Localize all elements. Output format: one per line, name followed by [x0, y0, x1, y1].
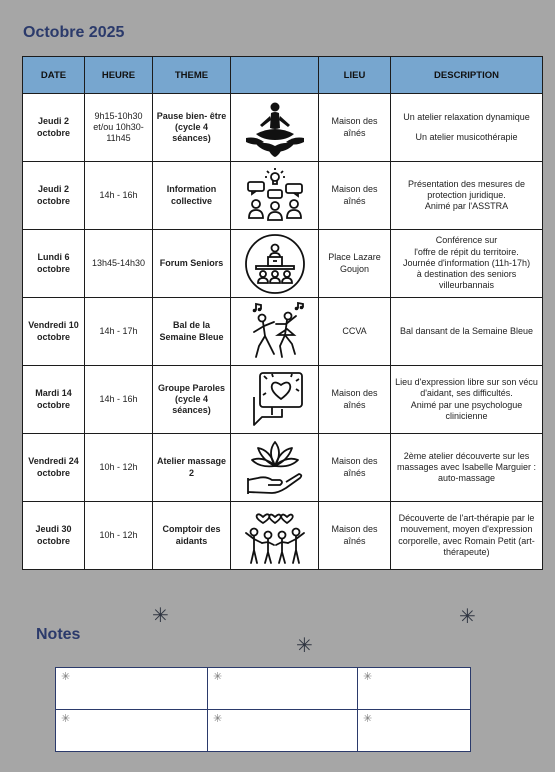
meditation-lotus-icon: [242, 98, 308, 158]
description-line: Un atelier relaxation dynamique: [403, 111, 530, 122]
row-theme: Comptoir des aidants: [153, 502, 231, 570]
table-row: [23, 162, 543, 230]
row-description: [391, 502, 543, 570]
row-theme: Information collective: [153, 162, 231, 230]
description-line: Animé par l'ASSTRA: [424, 201, 509, 212]
table-row: [23, 434, 543, 502]
row-description: [391, 94, 543, 162]
asterisk-icon: ✳: [363, 671, 373, 683]
description-line: Bal dansant de la Semaine Bleue: [399, 325, 534, 336]
description-line: Présentation des mesures de protection juridique.: [407, 178, 526, 200]
table-row: [23, 298, 543, 366]
row-time: 10h - 12h: [85, 502, 153, 570]
row-time: 9h15-10h30 et/ou 10h30-11h45: [85, 94, 153, 162]
description-line: Animé par une psychologue clinicienne: [410, 399, 523, 421]
row-icon-cell: [231, 298, 319, 366]
row-theme: Pause bien- être (cycle 4 séances): [153, 94, 231, 162]
row-place: Maison des aînés: [319, 434, 391, 502]
heart-speech-bubbles-icon: [242, 369, 308, 431]
row-time: 13h45-14h30: [85, 230, 153, 298]
notes-title: Notes: [36, 626, 81, 643]
row-icon-cell: [231, 230, 319, 298]
description-line: Journée d'information (11h-17h): [402, 257, 531, 268]
col-header-icon: [231, 57, 319, 94]
col-header-theme: THEME: [153, 57, 231, 94]
row-icon-cell: [231, 162, 319, 230]
description-line: Conférence sur: [435, 235, 498, 246]
row-time: 14h - 17h: [85, 298, 153, 366]
caring-people-icon: [242, 505, 308, 567]
asterisk-icon: ✳: [363, 713, 373, 725]
row-theme: Forum Seniors: [153, 230, 231, 298]
asterisk-icon: ✳: [213, 671, 223, 683]
description-line: l'offre de répit du territoire.: [414, 246, 519, 257]
row-date: Vendredi 10 octobre: [23, 298, 85, 366]
table-row: [23, 502, 543, 570]
row-date: Jeudi 30 octobre: [23, 502, 85, 570]
events-table: [22, 56, 543, 570]
row-description: [391, 434, 543, 502]
row-theme: Groupe Paroles (cycle 4 séances): [153, 366, 231, 434]
row-date: Jeudi 2 octobre: [23, 94, 85, 162]
row-place: Place Lazare Goujon: [319, 230, 391, 298]
note-cell[interactable]: [208, 710, 358, 752]
row-description: [391, 366, 543, 434]
row-description: [391, 162, 543, 230]
description-spacer: [394, 123, 539, 132]
col-header-date: DATE: [23, 57, 85, 94]
group-discussion-icon: [242, 166, 308, 226]
row-description: [391, 298, 543, 366]
conference-icon: [242, 233, 308, 295]
col-header-description: DESCRIPTION: [391, 57, 543, 94]
row-place: Maison des aînés: [319, 502, 391, 570]
notes-row: [56, 710, 471, 752]
description-line: Découverte de l'art-thérapie par le mouvement, moyen d'expression corporelle, avec Romain Petit (art-thérapeute): [398, 513, 535, 557]
row-icon-cell: [231, 366, 319, 434]
description-line: Lieu d'expression libre sur son vécu d'aidant, ses difficultés.: [395, 377, 538, 399]
asterisk-icon: ✳: [152, 605, 169, 627]
note-cell[interactable]: [358, 710, 471, 752]
asterisk-icon: ✳: [61, 671, 71, 683]
row-date: Vendredi 24 octobre: [23, 434, 85, 502]
table-row: [23, 94, 543, 162]
asterisk-icon: ✳: [459, 606, 476, 628]
row-time: 10h - 12h: [85, 434, 153, 502]
row-place: Maison des aînés: [319, 94, 391, 162]
table-header-row: [23, 57, 543, 94]
row-place: CCVA: [319, 298, 391, 366]
asterisk-icon: ✳: [213, 713, 223, 725]
row-place: Maison des aînés: [319, 162, 391, 230]
note-cell[interactable]: [56, 710, 208, 752]
row-place: Maison des aînés: [319, 366, 391, 434]
note-cell[interactable]: [56, 668, 208, 710]
hand-lotus-icon: [242, 438, 308, 498]
col-header-heure: HEURE: [85, 57, 153, 94]
table-row: [23, 366, 543, 434]
row-date: Lundi 6 octobre: [23, 230, 85, 298]
description-line: 2ème atelier découverte sur les massages avec Isabelle Marguier : auto-massage: [396, 450, 537, 484]
row-icon-cell: [231, 502, 319, 570]
row-icon-cell: [231, 94, 319, 162]
row-description: [391, 230, 543, 298]
row-date: Jeudi 2 octobre: [23, 162, 85, 230]
row-time: 14h - 16h: [85, 366, 153, 434]
col-header-lieu: LIEU: [319, 57, 391, 94]
asterisk-icon: ✳: [296, 635, 313, 657]
row-icon-cell: [231, 434, 319, 502]
notes-grid: [55, 667, 471, 752]
row-date: Mardi 14 octobre: [23, 366, 85, 434]
row-time: 14h - 16h: [85, 162, 153, 230]
note-cell[interactable]: [358, 668, 471, 710]
description-line: à destination des seniors villeurbannais: [416, 269, 517, 291]
row-theme: Atelier massage 2: [153, 434, 231, 502]
description-line: Un atelier musicothérapie: [415, 132, 518, 142]
row-theme: Bal de la Semaine Bleue: [153, 298, 231, 366]
page-title: Octobre 2025: [23, 24, 125, 41]
asterisk-icon: ✳: [61, 713, 71, 725]
note-cell[interactable]: [208, 668, 358, 710]
notes-row: [56, 668, 471, 710]
table-row: [23, 230, 543, 298]
dancing-couple-icon: [242, 302, 308, 362]
